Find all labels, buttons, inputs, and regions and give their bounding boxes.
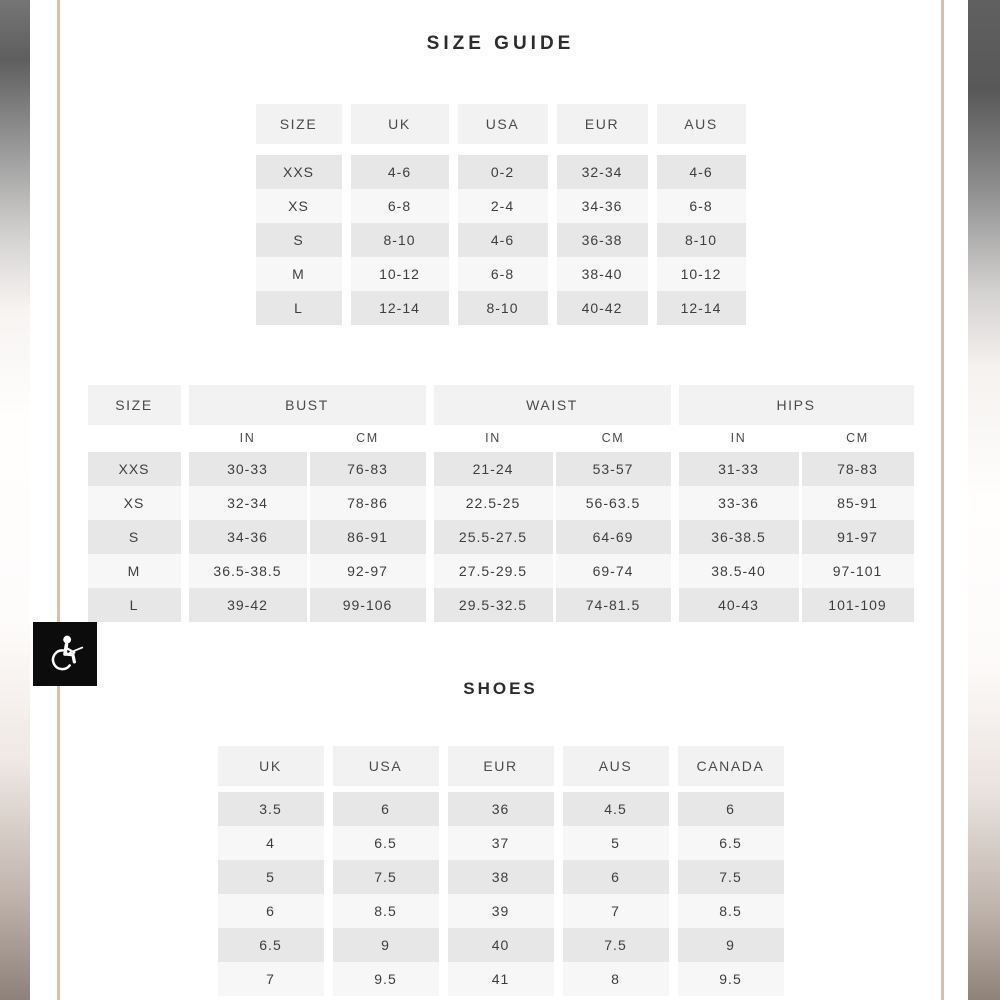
table-cell: 56-63.5 xyxy=(556,486,671,520)
header-row xyxy=(218,746,784,786)
table-cell: 40-42 xyxy=(557,291,648,325)
table-row xyxy=(218,928,784,962)
size-label-cell: XS xyxy=(88,486,181,520)
table-cell: 53-57 xyxy=(556,452,671,486)
table-cell: 6 xyxy=(563,860,669,894)
table-cell: 5 xyxy=(218,860,324,894)
table-cell: 6-8 xyxy=(657,189,746,223)
left-edge-gradient xyxy=(0,0,30,1000)
table-cell: 6-8 xyxy=(458,257,548,291)
table-cell: 10-12 xyxy=(657,257,746,291)
table-cell: 76-83 xyxy=(310,452,426,486)
table-cell: 6 xyxy=(678,792,784,826)
table-cell: 7 xyxy=(563,894,669,928)
size-label-cell: M xyxy=(256,257,342,291)
table-cell: 32-34 xyxy=(189,486,307,520)
table-cell: 101-109 xyxy=(802,588,914,622)
table-cell: 5 xyxy=(563,826,669,860)
table-cell: 34-36 xyxy=(189,520,307,554)
table-cell: 34-36 xyxy=(557,189,648,223)
table-row xyxy=(218,826,784,860)
table-cell: 8.5 xyxy=(678,894,784,928)
measurements-group-header xyxy=(88,385,914,425)
table-row xyxy=(88,486,914,520)
table-cell: 40-43 xyxy=(679,588,799,622)
unit-header-cell: IN xyxy=(239,431,256,445)
table-cell: 3.5 xyxy=(218,792,324,826)
table-cell: 22.5-25 xyxy=(434,486,553,520)
unit-header-cell: IN xyxy=(730,431,747,445)
table-row xyxy=(218,962,784,996)
unit-header-cell: CM xyxy=(846,431,869,445)
column-header-cell: UK xyxy=(218,746,324,786)
table-row xyxy=(256,223,746,257)
column-header-cell: AUS xyxy=(563,746,669,786)
table-cell: 33-36 xyxy=(679,486,799,520)
column-header-cell: EUR xyxy=(448,746,554,786)
accessibility-widget-button[interactable] xyxy=(33,622,97,686)
header-row xyxy=(256,104,746,144)
table-cell: 30-33 xyxy=(189,452,307,486)
table-row xyxy=(88,452,914,486)
table-cell: 0-2 xyxy=(458,155,548,189)
column-header-cell: SIZE xyxy=(88,385,181,425)
table-cell: 7.5 xyxy=(678,860,784,894)
right-edge-gradient xyxy=(968,0,1000,1000)
table-cell: 40 xyxy=(448,928,554,962)
table-row xyxy=(88,588,914,622)
clothing-table-header xyxy=(256,104,746,144)
shoes-table-body xyxy=(218,792,784,996)
measurements-table xyxy=(88,385,914,622)
size-label-cell: XS xyxy=(256,189,342,223)
clothing-size-table xyxy=(256,104,746,325)
size-label-cell: L xyxy=(256,291,342,325)
table-cell: 38 xyxy=(448,860,554,894)
table-row xyxy=(256,189,746,223)
table-cell: 32-34 xyxy=(557,155,648,189)
table-row xyxy=(88,554,914,588)
table-cell: 7.5 xyxy=(333,860,439,894)
table-cell: 78-86 xyxy=(310,486,426,520)
table-cell: 8-10 xyxy=(351,223,449,257)
table-cell: 4-6 xyxy=(657,155,746,189)
table-cell: 39 xyxy=(448,894,554,928)
table-cell: 7 xyxy=(218,962,324,996)
table-cell: 6.5 xyxy=(218,928,324,962)
measurements-table-body xyxy=(88,452,914,622)
table-cell: 36 xyxy=(448,792,554,826)
table-cell: 6-8 xyxy=(351,189,449,223)
table-cell: 27.5-29.5 xyxy=(434,554,553,588)
table-cell: 7.5 xyxy=(563,928,669,962)
size-label-cell: S xyxy=(256,223,342,257)
table-cell: 6 xyxy=(333,792,439,826)
unit-header-row xyxy=(88,425,914,452)
shoes-table-header xyxy=(218,746,784,786)
size-label-cell: M xyxy=(88,554,181,588)
column-header-cell: USA xyxy=(333,746,439,786)
table-row xyxy=(218,792,784,826)
table-cell: 41 xyxy=(448,962,554,996)
table-cell: 31-33 xyxy=(679,452,799,486)
table-cell: 91-97 xyxy=(802,520,914,554)
column-header-cell: USA xyxy=(458,104,548,144)
table-cell: 8 xyxy=(563,962,669,996)
column-header-cell: EUR xyxy=(557,104,648,144)
table-cell: 6.5 xyxy=(333,826,439,860)
table-row xyxy=(256,291,746,325)
table-cell: 36-38 xyxy=(557,223,648,257)
table-cell: 8-10 xyxy=(657,223,746,257)
table-cell: 69-74 xyxy=(556,554,671,588)
table-cell: 9.5 xyxy=(333,962,439,996)
table-cell: 4-6 xyxy=(351,155,449,189)
table-cell: 9.5 xyxy=(678,962,784,996)
page-title: SIZE GUIDE xyxy=(426,33,575,54)
table-cell: 86-91 xyxy=(310,520,426,554)
table-cell: 36-38.5 xyxy=(679,520,799,554)
shoes-section-title: SHOES xyxy=(463,679,538,698)
table-cell: 8-10 xyxy=(458,291,548,325)
table-cell: 25.5-27.5 xyxy=(434,520,553,554)
unit-header-cell: CM xyxy=(601,431,625,445)
table-cell: 4 xyxy=(218,826,324,860)
column-header-cell: CANADA xyxy=(678,746,784,786)
table-cell: 8.5 xyxy=(333,894,439,928)
table-cell: 12-14 xyxy=(657,291,746,325)
table-cell: 21-24 xyxy=(434,452,553,486)
table-cell: 74-81.5 xyxy=(556,588,671,622)
unit-header-cell: IN xyxy=(485,431,501,445)
table-cell: 29.5-32.5 xyxy=(434,588,553,622)
content-border-right xyxy=(941,0,944,1000)
unit-header-cell: CM xyxy=(356,431,379,445)
table-row xyxy=(218,860,784,894)
table-cell: 6.5 xyxy=(678,826,784,860)
unit-header-spacer xyxy=(88,425,181,452)
table-cell: 78-83 xyxy=(802,452,914,486)
table-cell: 9 xyxy=(333,928,439,962)
group-header-row xyxy=(88,385,914,425)
table-cell: 38.5-40 xyxy=(679,554,799,588)
size-label-cell: XXS xyxy=(88,452,181,486)
table-row xyxy=(218,894,784,928)
column-header-cell: HIPS xyxy=(679,385,914,425)
table-cell: 64-69 xyxy=(556,520,671,554)
table-cell: 92-97 xyxy=(310,554,426,588)
table-cell: 85-91 xyxy=(802,486,914,520)
table-cell: 99-106 xyxy=(310,588,426,622)
table-cell: 37 xyxy=(448,826,554,860)
table-cell: 39-42 xyxy=(189,588,307,622)
column-header-cell: UK xyxy=(351,104,449,144)
table-cell: 9 xyxy=(678,928,784,962)
table-cell: 36.5-38.5 xyxy=(189,554,307,588)
table-cell: 97-101 xyxy=(802,554,914,588)
size-label-cell: L xyxy=(88,588,181,622)
shoes-size-table xyxy=(218,746,784,996)
table-cell: 10-12 xyxy=(351,257,449,291)
table-row xyxy=(88,520,914,554)
table-cell: 2-4 xyxy=(458,189,548,223)
column-header-cell: BUST xyxy=(189,385,426,425)
measurements-unit-header xyxy=(88,425,914,452)
table-cell: 38-40 xyxy=(557,257,648,291)
wheelchair-icon xyxy=(42,631,88,677)
table-cell: 6 xyxy=(218,894,324,928)
table-row xyxy=(256,155,746,189)
column-header-cell: SIZE xyxy=(256,104,342,144)
size-guide-page xyxy=(60,0,941,1000)
table-cell: 4-6 xyxy=(458,223,548,257)
table-cell: 4.5 xyxy=(563,792,669,826)
clothing-table-body xyxy=(256,155,746,325)
size-label-cell: S xyxy=(88,520,181,554)
size-label-cell: XXS xyxy=(256,155,342,189)
column-header-cell: WAIST xyxy=(434,385,671,425)
table-cell: 12-14 xyxy=(351,291,449,325)
table-row xyxy=(256,257,746,291)
column-header-cell: AUS xyxy=(657,104,746,144)
